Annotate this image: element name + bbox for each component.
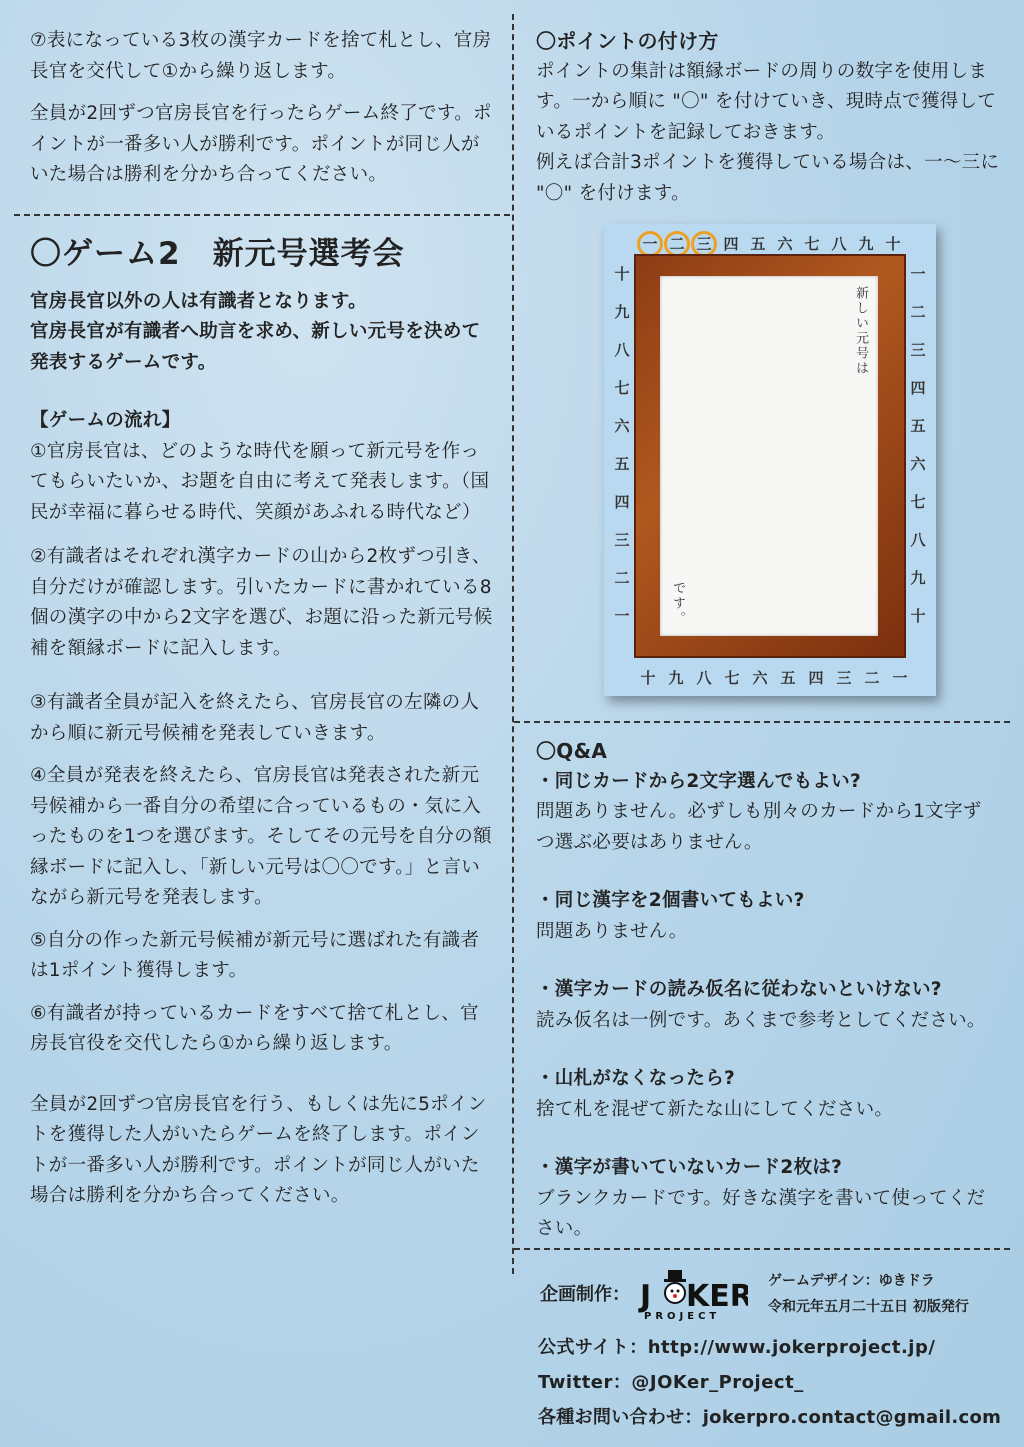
qa-answer: ブランクカードです。好きな漢字を書いて使ってください。 (536, 1187, 986, 1239)
qa-section (536, 736, 1000, 1245)
qa-question: ・漢字が書いていないカード2枚は? (536, 1157, 843, 1178)
frame-paper (660, 276, 878, 636)
vertical-divider (512, 14, 514, 1274)
qa-answer: 問題ありません。必ずしも別々のカードから1文字ずつ選ぶ必要はありません。 (536, 801, 982, 853)
point-number: 六 (910, 455, 926, 473)
point-number: 五 (750, 235, 766, 253)
point-number: 五 (780, 669, 796, 687)
right-divider-qa (514, 721, 1010, 723)
step2-text: ②有識者はそれぞれ漢字カードの山から2枚ずつ引き、自分だけが確認します。引いたカードに書かれている8個の漢字の中から2文字を選び、お題に沿った新元号候補を額縁ボードに記入します。 (30, 546, 493, 659)
point-number: 七 (724, 669, 740, 687)
point-number: 九 (910, 569, 926, 587)
points-body-1: ポイントの集計は額縁ボードの周りの数字を使用します。一から順に "〇" を付けていき、現時点で獲得しているポイントを記録しておきます。 (536, 60, 997, 143)
point-number: 六 (777, 235, 793, 253)
qa-question: ・同じカードから2文字選んでもよい? (536, 770, 862, 792)
planning-label: 企画制作： (540, 1284, 630, 1305)
step4-text: ④全員が発表を終えたら、官房長官は発表された新元号候補から一番自分の希望に合っているもの・気に入ったものを1つを選びます。そしてその元号を自分の額縁ボードに記入し、「新しい元号は〇〇です。」と言いながら新元号を発表します。 (30, 765, 492, 908)
qa-answer: 読み仮名は一例です。あくまで参考としてください。 (536, 1009, 986, 1031)
step3-text: ③有識者全員が記入を終えたら、官房長官の左隣の人から順に新元号候補を発表していきます。 (30, 692, 480, 744)
points-section (536, 26, 1000, 209)
point-number: 七 (614, 379, 630, 397)
point-number: 八 (614, 341, 630, 359)
point-number: 三 (910, 341, 926, 359)
point-number: 二 (614, 569, 630, 587)
point-number: 七 (910, 493, 926, 511)
flow-heading: 【ゲームの流れ】 (30, 410, 181, 431)
qa-question: ・漢字カードの読み仮名に従わないといけない? (536, 979, 942, 1000)
point-number: 八 (696, 669, 712, 687)
point-number: 九 (614, 303, 630, 321)
point-number: 五 (910, 417, 926, 435)
joker-project-logo (638, 1268, 748, 1322)
point-number: 四 (723, 235, 739, 253)
point-number: 二 (910, 303, 926, 321)
left-column (30, 26, 494, 1212)
contact-email-link[interactable]: 各種お問い合わせ：jokerpro.contact@gmail.com (538, 1407, 1002, 1428)
game2-title: 〇ゲーム2 新元号選考会 (30, 235, 405, 272)
svg-text:PROJECT: PROJECT (644, 1311, 721, 1322)
point-number: 十 (640, 669, 656, 687)
point-number: 十 (885, 235, 901, 253)
step1-text: ①官房長官は、どのような時代を願って新元号を作ってもらいたいか、お題を自由に考えて発表します。（国民が幸福に暮らせる時代、笑顔があふれる時代など） (30, 440, 490, 523)
point-number: 一 (892, 669, 908, 687)
qa-answer: 捨て札を混ぜて新たな山にしてください。 (536, 1098, 894, 1120)
point-number: 四 (808, 669, 824, 687)
publish-date: 令和元年五月二十五日 初版発行 (768, 1299, 969, 1315)
qa-question: ・山札がなくなったら? (536, 1068, 736, 1089)
designer-credit: ゲームデザイン：ゆきドラ (768, 1273, 935, 1289)
qa-question: ・同じ漢字を2個書いてもよい? (536, 890, 805, 911)
point-number: 一 (910, 265, 926, 283)
point-number: 四 (614, 493, 630, 511)
official-site-link[interactable]: 公式サイト：http://www.jokerproject.jp/ (538, 1337, 936, 1358)
circled-point-number: 三 (691, 231, 717, 257)
point-number: 二 (864, 669, 880, 687)
point-number: 八 (910, 531, 926, 549)
intro-line-2: 官房長官が有識者へ助言を求め、新しい元号を決めて発表するゲームです。 (30, 321, 481, 373)
point-number: 九 (858, 235, 874, 253)
joker-logo-icon (638, 1268, 748, 1322)
point-number: 八 (831, 235, 847, 253)
paper-bottom-text: です。 (670, 581, 685, 626)
step5-text: ⑤自分の作った新元号候補が新元号に選ばれた有識者は1ポイント獲得します。 (30, 929, 480, 981)
svg-text:KER: KER (686, 1279, 748, 1314)
right-divider-footer (514, 1248, 1010, 1250)
qa-list (536, 767, 1000, 1245)
step7-text: ⑦表になっている3枚の漢字カードを捨て札とし、官房長官を交代して①から繰り返します。 (30, 30, 492, 82)
point-number: 四 (910, 379, 926, 397)
points-body-2: 例えば合計3ポイントを獲得している場合は、一～三に "〇" を付けます。 (536, 152, 1000, 204)
point-number: 三 (614, 531, 630, 549)
circled-point-number: 一 (637, 231, 663, 257)
paper-top-text: 新しい元号は (853, 286, 868, 376)
point-number: 九 (668, 669, 684, 687)
twitter-link[interactable]: Twitter：@JOKer_Project_ (538, 1372, 804, 1393)
point-number: 十 (910, 607, 926, 625)
game2-end-text: 全員が2回ずつ官房長官を行う、もしくは先に5ポイントを獲得した人がいたらゲームを終了します。ポイントが一番多い人が勝利です。ポイントが同じ人がいた場合は勝利を分かち合ってください。 (30, 1093, 487, 1206)
point-number: 十 (614, 265, 630, 283)
point-number: 六 (614, 417, 630, 435)
game1-end-text: 全員が2回ずつ官房長官を行ったらゲーム終了です。ポイントが一番多い人が勝利です。ポイントが同じ人がいた場合は勝利を分かち合ってください。 (30, 103, 492, 185)
qa-heading: 〇Q&A (536, 739, 608, 763)
point-number: 三 (836, 669, 852, 687)
frame-board (604, 224, 936, 696)
circled-point-number: 二 (664, 231, 690, 257)
points-heading: 〇ポイントの付け方 (536, 29, 719, 53)
point-number: 六 (752, 669, 768, 687)
intro-line-1: 官房長官以外の人は有識者となります。 (30, 290, 367, 312)
qa-answer: 問題ありません。 (536, 920, 688, 942)
point-number: 五 (614, 455, 630, 473)
svg-text:J: J (640, 1279, 652, 1314)
point-number: 一 (614, 607, 630, 625)
point-number: 七 (804, 235, 820, 253)
step6-text: ⑥有識者が持っているカードをすべて捨て札とし、官房長官役を交代したら①から繰り返します。 (30, 1002, 479, 1054)
